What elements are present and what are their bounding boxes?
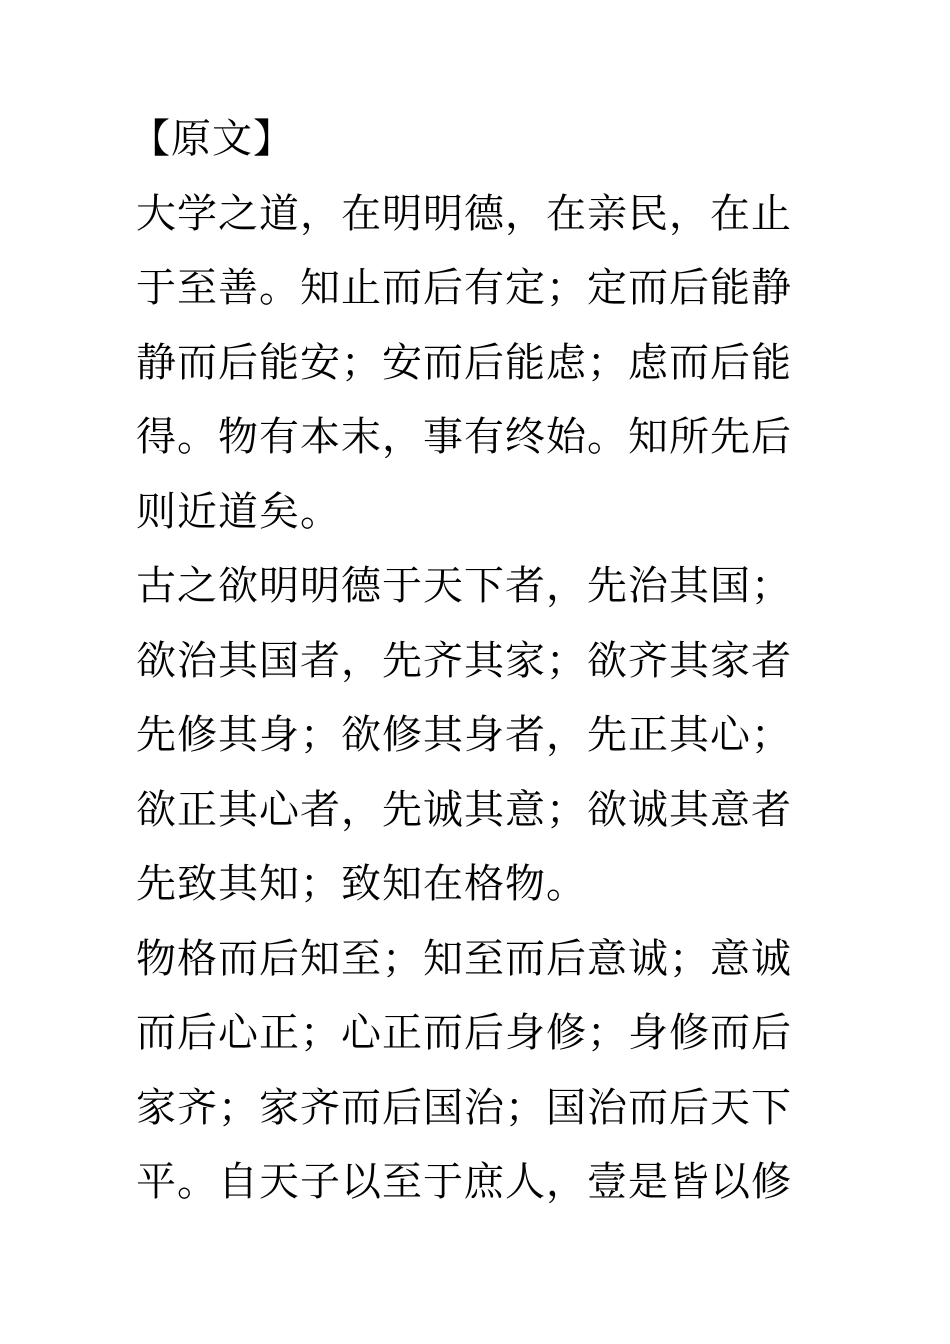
text-line: 于至善。知止而后有定；定而后能静 bbox=[136, 265, 792, 311]
text-line: 物格而后知至；知至而后意诚；意诚 bbox=[136, 935, 792, 982]
text-line: 欲治其国者，先齐其家；欲齐其家者 bbox=[136, 637, 792, 684]
section-heading: 【原文】 bbox=[130, 116, 294, 162]
text-line: 平。自天子以至于庶人，壹是皆以修 bbox=[136, 1159, 792, 1205]
text-line: 先致其知；致知在格物。 bbox=[136, 861, 587, 907]
text-line: 欲正其心者，先诚其意；欲诚其意者 bbox=[136, 786, 792, 833]
text-line: 古之欲明明德于天下者，先治其国； bbox=[136, 563, 792, 609]
text-line: 得。物有本末，事有终始。知所先后 bbox=[136, 414, 792, 460]
text-line: 则近道矣。 bbox=[136, 488, 341, 535]
document-text bbox=[130, 102, 816, 1220]
text-line: 大学之道，在明明德，在亲民，在止 bbox=[136, 190, 792, 237]
text-line: 家齐；家齐而后国治；国治而后天下 bbox=[136, 1084, 792, 1131]
text-line: 静而后能安；安而后能虑；虑而后能 bbox=[136, 339, 792, 386]
text-line: 而后心正；心正而后身修；身修而后 bbox=[136, 1010, 792, 1056]
text-line: 先修其身；欲修其身者，先正其心； bbox=[136, 712, 792, 758]
